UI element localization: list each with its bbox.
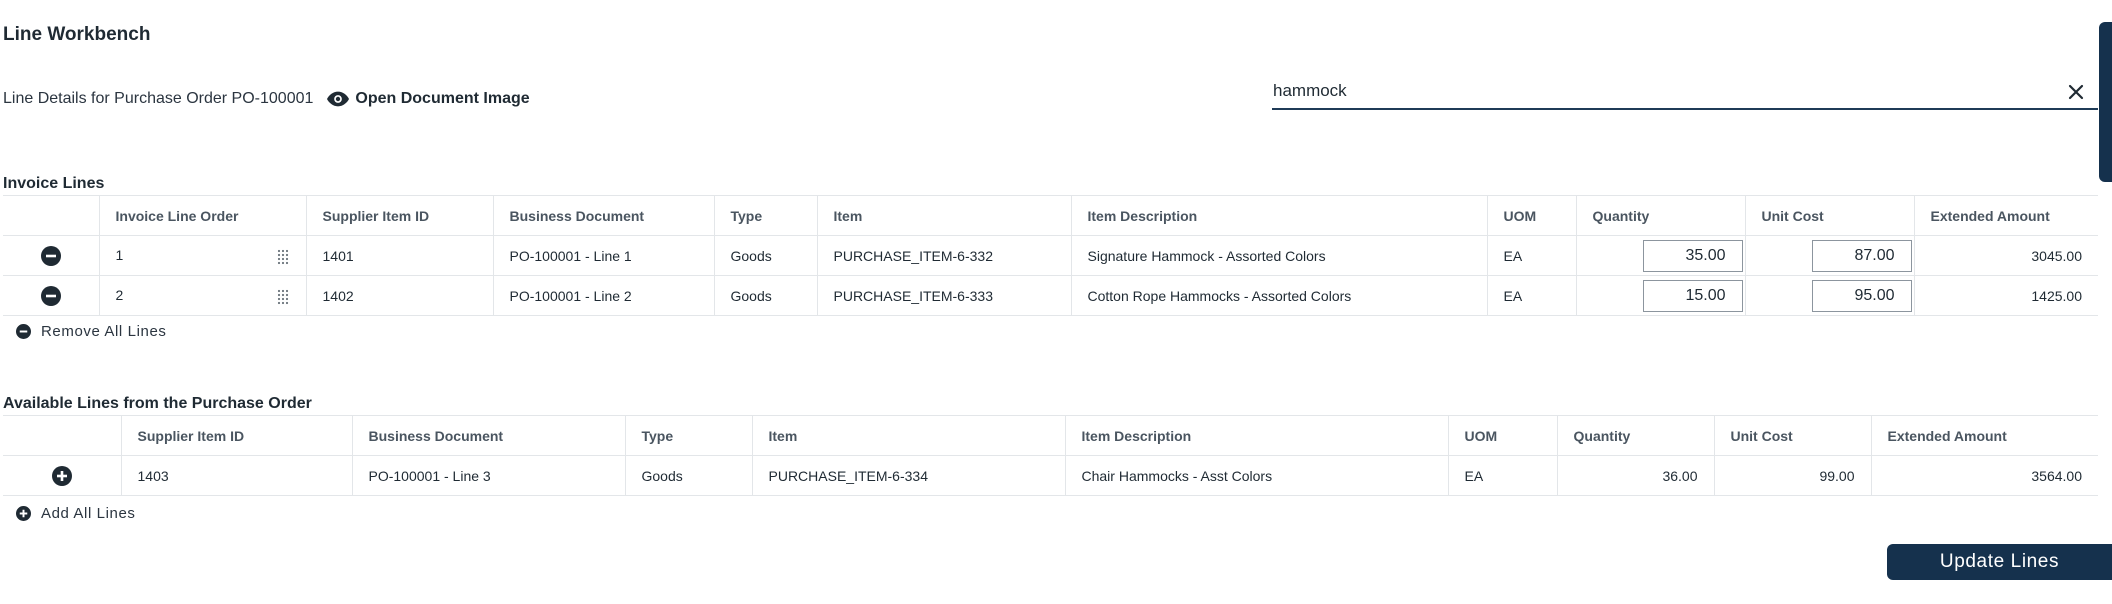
eye-icon — [327, 91, 349, 107]
column-header: Quantity — [1557, 416, 1714, 456]
extended-amount: 3045.00 — [1914, 236, 2098, 276]
search-input[interactable] — [1272, 76, 2032, 106]
column-header: Type — [625, 416, 752, 456]
quantity-input[interactable] — [1643, 240, 1743, 272]
quantity-cell — [1576, 236, 1745, 276]
unit-cost-input[interactable] — [1812, 240, 1912, 272]
column-header: Invoice Line Order — [99, 196, 306, 236]
unit-cost-cell — [1745, 276, 1914, 316]
minus-circle-icon[interactable] — [41, 286, 61, 306]
invoice-lines-table — [3, 195, 2098, 316]
row-action-cell — [3, 236, 99, 276]
close-icon[interactable] — [2066, 82, 2086, 102]
open-document-image-label: Open Document Image — [355, 90, 530, 107]
column-header: Item — [817, 196, 1071, 236]
column-header: Extended Amount — [1914, 196, 2098, 236]
plus-circle-icon[interactable] — [52, 466, 72, 486]
column-header: Item Description — [1065, 416, 1448, 456]
quantity-input[interactable] — [1643, 280, 1743, 312]
quantity: 36.00 — [1557, 456, 1714, 496]
plus-circle-icon — [16, 506, 31, 521]
column-header: Supplier Item ID — [306, 196, 493, 236]
uom: EA — [1448, 456, 1557, 496]
supplier-item-id: 1401 — [306, 236, 493, 276]
remove-all-lines-button[interactable] — [16, 323, 167, 340]
drag-handle-icon[interactable] — [276, 289, 290, 305]
column-header: Business Document — [493, 196, 714, 236]
column-header-actions — [3, 196, 99, 236]
column-header: UOM — [1487, 196, 1576, 236]
line-type: Goods — [625, 456, 752, 496]
invoice-line-order: 2 — [115, 286, 124, 303]
uom: EA — [1487, 276, 1576, 316]
business-document: PO-100001 - Line 3 — [352, 456, 625, 496]
row-action-cell — [3, 276, 99, 316]
table-row — [3, 276, 2098, 316]
invoice-line-order: 1 — [115, 246, 124, 263]
add-all-lines-button[interactable] — [16, 505, 136, 522]
search-field[interactable] — [1272, 76, 2098, 110]
unit-cost-input[interactable] — [1812, 280, 1912, 312]
minus-circle-icon — [16, 324, 31, 339]
invoice-line-order-cell — [99, 236, 306, 276]
table-row — [3, 236, 2098, 276]
column-header: Item Description — [1071, 196, 1487, 236]
line-type: Goods — [714, 276, 817, 316]
page-title: Line Workbench — [3, 24, 151, 45]
item-description: Signature Hammock - Assorted Colors — [1071, 236, 1487, 276]
column-header: Item — [752, 416, 1065, 456]
item-description: Cotton Rope Hammocks - Assorted Colors — [1071, 276, 1487, 316]
item-code: PURCHASE_ITEM-6-333 — [817, 276, 1071, 316]
item-code: PURCHASE_ITEM-6-334 — [752, 456, 1065, 496]
table-header-row — [3, 416, 2098, 456]
column-header: Quantity — [1576, 196, 1745, 236]
column-header: Business Document — [352, 416, 625, 456]
update-lines-button[interactable]: Update Lines — [1887, 544, 2112, 580]
table-row — [3, 456, 2098, 496]
row-action-cell — [3, 456, 121, 496]
add-all-lines-label: Add All Lines — [41, 505, 136, 522]
invoice-lines-title: Invoice Lines — [3, 175, 105, 192]
table-header-row — [3, 196, 2098, 236]
extended-amount: 1425.00 — [1914, 276, 2098, 316]
available-lines-table — [3, 415, 2098, 496]
unit-cost: 99.00 — [1714, 456, 1871, 496]
extended-amount: 3564.00 — [1871, 456, 2098, 496]
open-document-image-link[interactable] — [327, 90, 529, 108]
supplier-item-id: 1403 — [121, 456, 352, 496]
quantity-cell — [1576, 276, 1745, 316]
minus-circle-icon[interactable] — [41, 246, 61, 266]
line-type: Goods — [714, 236, 817, 276]
item-code: PURCHASE_ITEM-6-332 — [817, 236, 1071, 276]
invoice-line-order-cell — [99, 276, 306, 316]
page-subtitle: Line Details for Purchase Order PO-100001 — [3, 90, 314, 107]
column-header: Extended Amount — [1871, 416, 2098, 456]
column-header-actions — [3, 416, 121, 456]
supplier-item-id: 1402 — [306, 276, 493, 316]
business-document: PO-100001 - Line 1 — [493, 236, 714, 276]
item-description: Chair Hammocks - Asst Colors — [1065, 456, 1448, 496]
header-row — [3, 88, 530, 110]
business-document: PO-100001 - Line 2 — [493, 276, 714, 316]
available-lines-title: Available Lines from the Purchase Order — [3, 395, 312, 412]
unit-cost-cell — [1745, 236, 1914, 276]
uom: EA — [1487, 236, 1576, 276]
column-header: Unit Cost — [1714, 416, 1871, 456]
drag-handle-icon[interactable] — [276, 249, 290, 265]
column-header: Type — [714, 196, 817, 236]
side-panel-tab[interactable] — [2099, 22, 2112, 182]
column-header: Unit Cost — [1745, 196, 1914, 236]
column-header: UOM — [1448, 416, 1557, 456]
remove-all-lines-label: Remove All Lines — [41, 323, 167, 340]
column-header: Supplier Item ID — [121, 416, 352, 456]
